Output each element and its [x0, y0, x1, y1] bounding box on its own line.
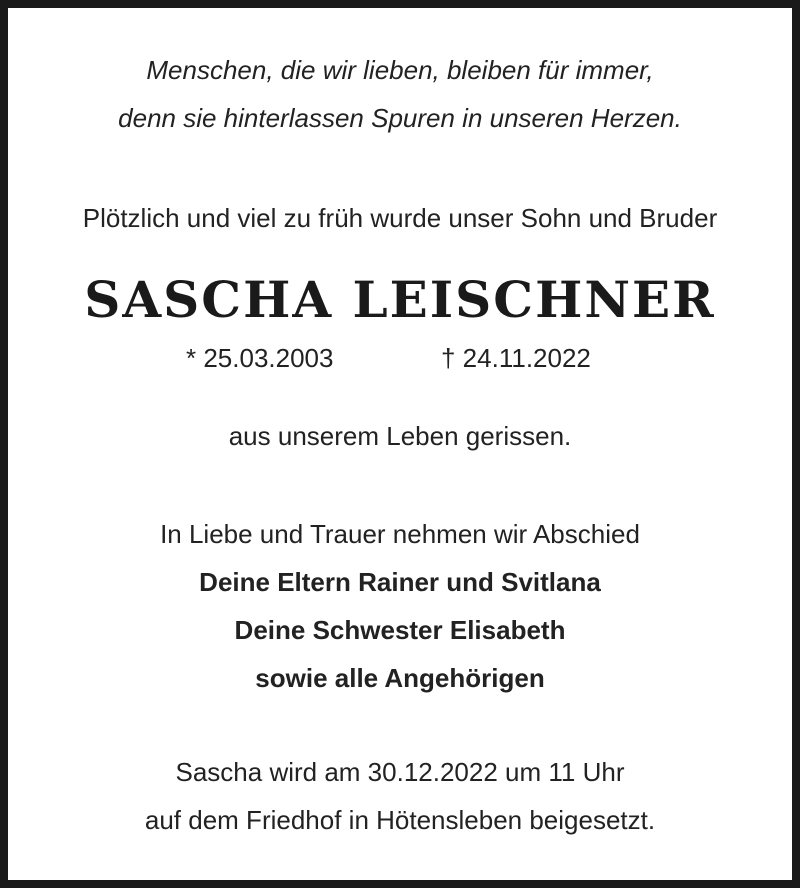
motto-line-1: Menschen, die wir lieben, bleiben für immer,: [146, 55, 654, 85]
funeral-line-1: Sascha wird am 30.12.2022 um 11 Uhr: [175, 757, 625, 787]
phrase-text: aus unserem Leben gerissen.: [228, 421, 572, 451]
deceased-name: SASCHA LEISCHNER: [84, 270, 716, 329]
funeral-line-2: auf dem Friedhof in Hötensleben beigesetzt.: [144, 805, 656, 835]
motto-line-2: denn sie hinterlassen Spuren in unseren Herzen.: [118, 103, 682, 133]
intro-text: Plötzlich und viel zu früh wurde unser Sohn und Bruder: [82, 203, 718, 233]
mourner-relatives: sowie alle Angehörigen: [255, 663, 545, 693]
farewell-intro: In Liebe und Trauer nehmen wir Abschied: [160, 519, 640, 549]
mourner-sister: Deine Schwester Elisabeth: [234, 615, 566, 645]
death-date: † 24.11.2022: [441, 343, 591, 373]
mourner-parents: Deine Eltern Rainer und Svitlana: [199, 567, 601, 597]
birth-date: * 25.03.2003: [186, 343, 334, 373]
